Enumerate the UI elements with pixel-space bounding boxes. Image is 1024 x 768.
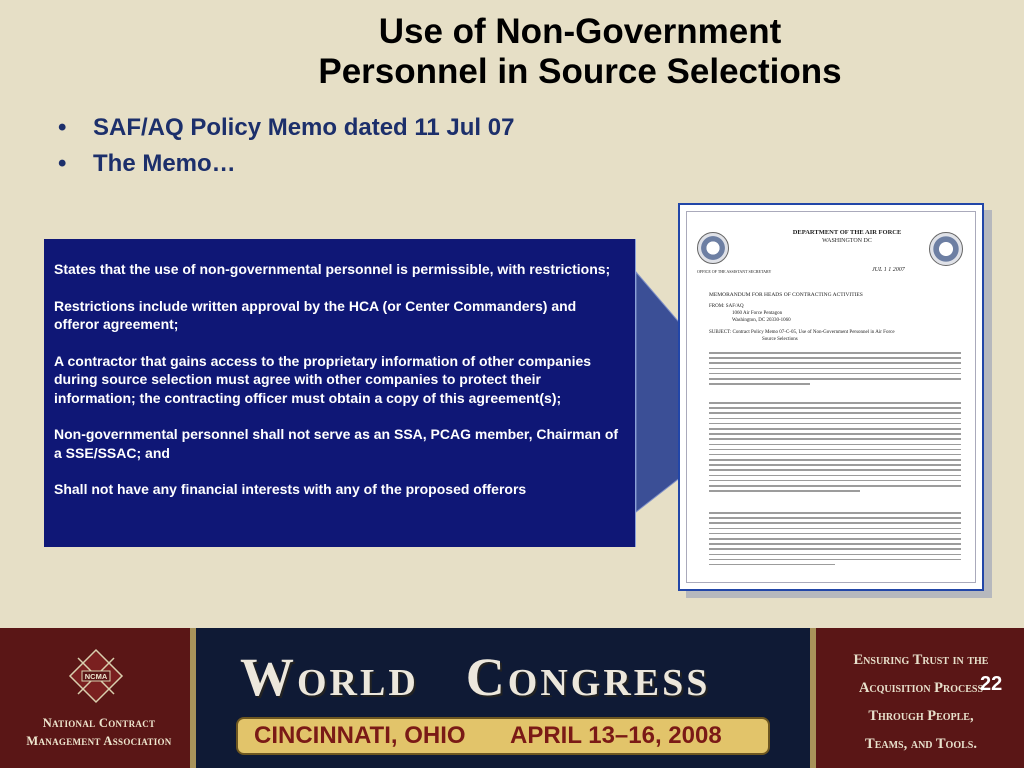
memo-image bbox=[678, 203, 984, 591]
air-force-seal-icon bbox=[929, 232, 963, 266]
tagline-line: Teams, and Tools. bbox=[865, 736, 977, 752]
footer-divider bbox=[190, 628, 196, 768]
callout-paragraph: Restrictions include written approval by the HCA (or Center Commanders) and offeror agreement; bbox=[54, 297, 577, 332]
memo-for: MEMORANDUM FOR HEADS OF CONTRACTING ACTIVITIES bbox=[709, 292, 863, 298]
slide-number: 22 bbox=[980, 673, 1003, 695]
memo-from-address: Washington, DC 20330-1060 bbox=[732, 318, 791, 323]
memo-city: WASHINGTON DC bbox=[822, 238, 872, 244]
memo-from: FROM: SAF/AQ bbox=[709, 304, 744, 309]
dod-seal-icon bbox=[697, 232, 729, 264]
event-info-banner bbox=[238, 719, 768, 753]
bullet-list bbox=[58, 112, 578, 184]
bullet-marker: • bbox=[58, 150, 67, 177]
world-congress-word-2: Congress bbox=[465, 647, 711, 707]
ncma-logo-icon bbox=[68, 648, 124, 704]
memo-body-paragraph bbox=[709, 402, 961, 495]
event-city: CINCINNATI, OHIO bbox=[254, 722, 466, 749]
memo-from-address: 1060 Air Force Pentagon bbox=[732, 311, 783, 316]
ncma-panel bbox=[0, 628, 190, 768]
callout-paragraph: Non-governmental personnel shall not serve as an SSA, PCAG member, Chairman of a SSE/SSAC; and bbox=[54, 426, 619, 461]
bullet-item bbox=[58, 148, 578, 180]
callout-paragraph: Shall not have any financial interests with any of the proposed offerors bbox=[54, 481, 527, 497]
callout-paragraph: A contractor that gains access to the proprietary information of other companies during source selection must agree with other companies to protect their information; the contracting officer must obtain a copy of this agreement(s); bbox=[54, 352, 592, 406]
memo-office: OFFICE OF THE ASSISTANT SECRETARY bbox=[697, 269, 772, 274]
memo-summary-callout bbox=[44, 239, 636, 547]
world-congress-word-1: World bbox=[240, 647, 419, 707]
memo-subject: SUBJECT: Contract Policy Memo 07-C-05, Use of Non-Government Personnel in Air Force bbox=[709, 330, 895, 335]
slide-title-line-1: Use of Non-Government bbox=[378, 12, 782, 51]
world-congress-title bbox=[240, 646, 800, 726]
bullet-text: SAF/AQ Policy Memo dated 11 Jul 07 bbox=[93, 114, 515, 141]
event-dates: APRIL 13–16, 2008 bbox=[510, 722, 722, 749]
tagline-line: Acquisition Process bbox=[858, 680, 984, 696]
memo-date: JUL 1 1 2007 bbox=[872, 267, 905, 273]
memo-department: DEPARTMENT OF THE AIR FORCE bbox=[792, 229, 902, 236]
bullet-text: The Memo… bbox=[93, 150, 236, 177]
memo-body-paragraph bbox=[709, 352, 961, 388]
conference-tagline bbox=[826, 646, 1016, 758]
ncma-logo-text: NCMA bbox=[84, 672, 108, 681]
tagline-line: Ensuring Trust in the bbox=[853, 652, 989, 668]
memo-page bbox=[686, 211, 976, 583]
slide-title bbox=[180, 12, 980, 92]
ncma-name bbox=[14, 714, 184, 750]
slide-title-line-2: Personnel in Source Selections bbox=[318, 52, 842, 91]
callout-paragraph: States that the use of non-governmental personnel is permissible, with restrictions; bbox=[54, 261, 611, 277]
tagline-line: Through People, bbox=[868, 708, 974, 724]
ncma-name-line-2: Management Association bbox=[26, 734, 172, 748]
conference-footer-banner bbox=[0, 628, 1024, 768]
ncma-name-line-1: National Contract bbox=[42, 716, 156, 730]
memo-subject: Source Selections bbox=[762, 337, 798, 342]
bullet-item bbox=[58, 112, 578, 144]
bullet-marker: • bbox=[58, 114, 67, 141]
memo-body-paragraph bbox=[709, 512, 961, 569]
